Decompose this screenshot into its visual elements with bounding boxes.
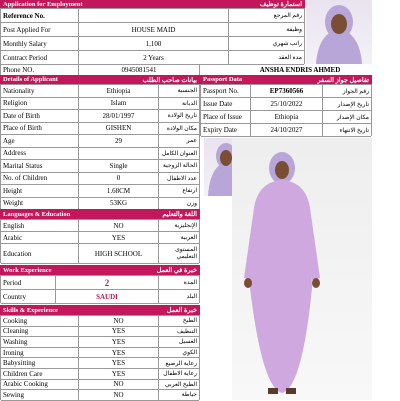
full-body-photo [232,138,372,400]
top-row [1,37,304,51]
applicant-value: Islam [79,98,159,110]
applicant-label: Address [1,148,79,160]
post-label-ar: وظيفة [286,27,302,33]
applicant-label-ar: عدد الاطفال [167,175,197,182]
applicant-header [0,75,200,84]
skills-value: YES [79,337,159,347]
skills-value: YES [79,358,159,368]
applicant-value: 0 [79,173,159,185]
education-label: Education [1,244,79,263]
applicant-label: No. of Children [1,173,79,185]
phone-value: 0945081541 [121,66,157,74]
passport-value: EP7360566 [251,85,323,97]
english-value: NO [79,220,159,231]
applicant-title-en: Details of Applicant [3,76,58,83]
passport-row [201,111,371,124]
skills-label-ar: الطبخ [182,318,197,325]
passport-label-ar: مكان الإصدار [336,114,369,121]
passport-label: Passport No. [201,85,251,97]
skills-row [1,390,199,401]
passport-label: Issue Date [201,98,251,110]
applicant-row [1,98,199,111]
applicant-label-ar: الديانة [181,100,197,107]
contract-label: Contract Period [1,51,79,64]
lang-row [1,220,199,232]
applicant-label-ar: الحالة الزوجية [162,163,197,170]
reference-label: Reference No. [1,9,79,22]
applicant-label: Place of Birth [1,123,79,135]
header-title-en: Application for Employment [3,0,83,8]
experience-title-en: Work Experience [3,266,52,274]
phone-label: Phone NO. [1,65,79,75]
applicant-label: Religion [1,98,79,110]
salary-label-ar: راتب شهري [272,41,302,47]
skills-row [1,358,199,369]
applicant-value: Single [79,160,159,172]
contract-label-ar: مدة العقد [278,55,302,61]
skills-row [1,337,199,348]
passport-title-ar: تفاصيل جواز السفر [317,76,369,84]
reference-value [79,9,229,22]
skills-value: YES [79,348,159,358]
applicant-value: 29 [79,135,159,147]
phone-table [0,64,200,75]
education-value: HIGH SCHOOL [79,244,159,263]
salary-value: 1,100 [79,37,229,50]
english-label-ar: الإنجليزية [174,223,197,229]
languages-title-en: Languages & Education [3,210,71,218]
applicant-value: 1.68CM [79,185,159,197]
languages-header [0,209,200,219]
experience-table [0,275,200,303]
passport-title-en: Passport Data [203,76,243,83]
applicant-value: 53KG [79,198,159,210]
skills-label: Cleaning [1,327,79,337]
applicant-row [1,123,199,136]
experience-title-ar: خبرة في العمل [156,267,197,274]
applicant-row [1,110,199,123]
skills-label-ar: الغسيل [178,339,197,346]
passport-label: Expiry Date [201,124,251,136]
skills-row [1,348,199,359]
passport-value: 24/10/2027 [251,124,323,136]
applicant-label: Weight [1,198,79,210]
passport-row [201,85,371,98]
skills-row [1,380,199,391]
full-body-figure [232,138,372,400]
skills-label: Babysitting [1,358,79,368]
education-label-ar: المستوى التعليمي [175,246,197,260]
applicant-label-ar: ارتفاع [182,188,197,195]
skills-row [1,316,199,327]
skills-label-ar: رعاية الاطفال [163,371,197,378]
reference-label-ar: رقم المرجع [273,13,302,19]
arabic-label-ar: العربية [180,235,197,241]
period-label: Period [1,276,56,289]
skills-label-ar: الطبخ العربي [165,381,197,388]
passport-label-ar: رقم الجواز [342,88,369,95]
country-value: SAUDI [56,290,159,303]
exp-row [1,276,199,290]
applicant-label: Marital Status [1,160,79,172]
skills-title-en: Skills & Experience [3,306,58,314]
post-value: HOUSE MAID [79,23,229,36]
arabic-label: Arabic [1,232,79,243]
period-label-ar: المدة [183,280,197,286]
passport-value: Ethiopia [251,111,323,123]
applicant-row [1,185,199,198]
skills-label-ar: رعاية الرضيع [165,360,197,367]
applicant-row [1,173,199,186]
passport-label-ar: تاريخ الانتهاء [339,127,369,134]
top-row [1,23,304,37]
passport-label: Place of Issue [201,111,251,123]
applicant-label: Age [1,135,79,147]
skills-label: Ironing [1,348,79,358]
applicant-label-ar: عمر [186,138,197,145]
applicant-label-ar: الجنسية [177,88,197,95]
applicant-row [1,148,199,161]
applicant-label-ar: العنوان الكامل [161,150,197,157]
applicant-value: GISHEN [79,123,159,135]
country-label: Country [1,290,56,303]
applicant-label: Nationality [1,85,79,97]
skills-value: NO [79,380,159,390]
passport-row [201,98,371,111]
skills-row [1,327,199,338]
experience-header [0,265,200,275]
applicant-label-ar: تاريخ الولادة [167,113,197,120]
skills-value: NO [79,316,159,326]
skills-label: Washing [1,337,79,347]
skills-value: YES [79,327,159,337]
applicant-value: Ethiopia [79,85,159,97]
skills-label: Cooking [1,316,79,326]
arabic-value: YES [79,232,159,243]
skills-label-ar: التنظيف [176,328,197,335]
exp-row [1,290,199,304]
skills-value: NO [79,390,159,400]
languages-table [0,219,200,263]
skills-label-ar: خياطة [181,392,197,399]
top-row [1,9,304,23]
top-row [1,51,304,65]
applicant-label: Date of Birth [1,110,79,122]
skills-label: Sewing [1,390,79,400]
skills-value: YES [79,369,159,379]
headshot-photo [306,0,372,64]
passport-label-ar: تاريخ الإصدار [337,101,369,108]
skills-title-ar: خبرة العمل [166,307,197,314]
languages-title-ar: اللغة والتعليم [162,211,197,218]
top-details-table [0,8,305,64]
skills-label: Arabic Cooking [1,380,79,390]
applicant-title-ar: بيانات صاحب الطلب [142,76,197,84]
skills-header [0,305,200,315]
country-label-ar: البلد [186,294,197,300]
period-value: 2 [56,276,159,289]
skills-row [1,369,199,380]
application-header [0,0,305,8]
post-label: Post Applied For [1,23,79,36]
applicant-value: 28/01/1997 [79,110,159,122]
skills-label-ar: الكوي [182,350,197,357]
applicant-label: Height [1,185,79,197]
applicant-label-ar: وزن [186,200,197,207]
applicant-row [1,85,199,98]
contract-value: 2 Years [79,51,229,64]
applicant-row [1,160,199,173]
lang-row [1,244,199,264]
passport-row [201,124,371,137]
passport-value: 25/10/2022 [251,98,323,110]
applicant-name: ANSHA ENDRIS AHMED [259,65,341,74]
skills-label: Children Care [1,369,79,379]
english-label: English [1,220,79,231]
passport-header [200,75,372,84]
applicant-value [79,148,159,160]
applicant-label-ar: مكان الولادة [166,125,197,132]
lang-row [1,232,199,244]
applicant-table [0,84,200,209]
header-title-ar: استمارة توظيف [259,1,302,8]
applicant-row [1,135,199,148]
salary-label: Monthly Salary [1,37,79,50]
passport-table [200,84,372,136]
skills-table [0,315,200,400]
headshot-figure [306,0,372,64]
